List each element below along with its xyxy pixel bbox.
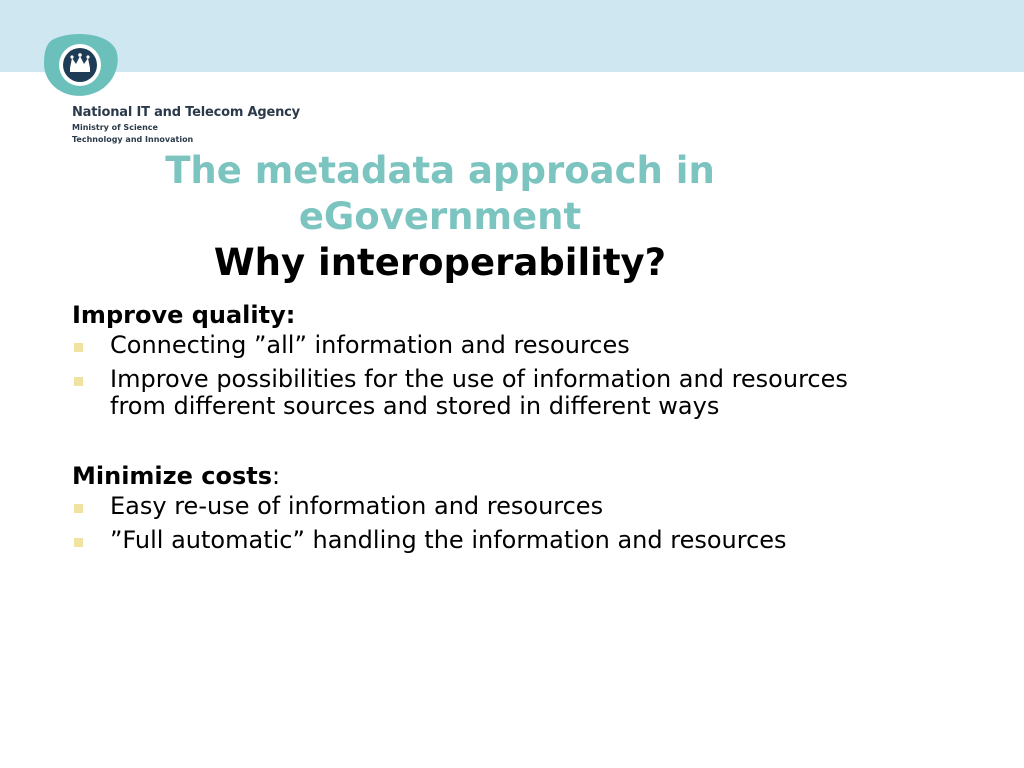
- crown-icon: [70, 53, 90, 72]
- square-bullet-icon: [74, 343, 83, 352]
- bullet-text: ”Full automatic” handling the information and resources: [110, 526, 787, 554]
- agency-name: National IT and Telecom Agency: [72, 105, 300, 120]
- section-heading-quality: Improve quality:: [72, 301, 296, 329]
- list-item: [72, 493, 872, 520]
- section-heading-costs: [72, 459, 872, 493]
- ministry-line-2: Technology and Innovation: [72, 135, 194, 144]
- ministry-line-1: Ministry of Science: [72, 123, 158, 132]
- section-heading-colon: :: [272, 462, 281, 490]
- square-bullet-icon: [74, 504, 83, 513]
- section-heading-text: Minimize costs: [72, 462, 273, 490]
- bullet-list-quality: [72, 332, 872, 420]
- square-bullet-icon: [74, 377, 83, 386]
- list-item: [72, 332, 872, 359]
- agency-block: [72, 104, 300, 146]
- header-band: [0, 0, 1024, 72]
- title-subtitle: Why interoperability?: [213, 241, 667, 284]
- bullet-text: Easy re-use of information and resources: [110, 492, 604, 520]
- square-bullet-icon: [74, 538, 83, 547]
- bullet-text: Connecting ”all” information and resources: [110, 331, 630, 359]
- list-item: [72, 366, 872, 420]
- slide-title: [140, 148, 740, 286]
- title-main: The metadata approach in eGovernment: [165, 149, 715, 238]
- agency-logo: [42, 32, 120, 98]
- bullet-text: Improve possibilities for the use of information and resources from different sources and stored in different ways: [110, 365, 848, 420]
- slide-body: [72, 298, 872, 561]
- list-item: [72, 527, 872, 554]
- bullet-list-costs: [72, 493, 872, 554]
